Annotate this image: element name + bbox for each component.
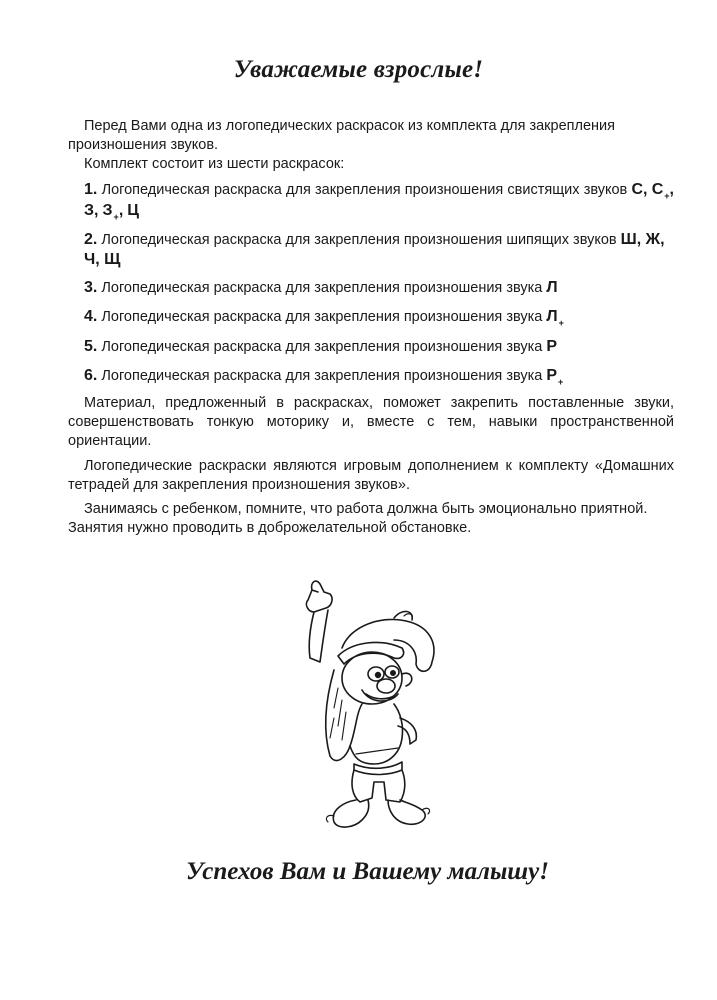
item-number: 6. — [84, 367, 98, 384]
item-text: Логопедическая раскраска для закрепления произношения звука — [101, 368, 543, 384]
item-text: Логопедическая раскраска для закрепления произношения звука — [101, 339, 543, 355]
item-sound: Л — [546, 308, 558, 325]
item-text: Логопедическая раскраска для закрепления произношения свистящих звуков — [101, 182, 628, 198]
item-number: 5. — [84, 338, 98, 355]
soft-marker: + — [664, 191, 670, 201]
item-number: 1. — [84, 181, 98, 198]
page-title: Уважаемые взрослые! — [233, 56, 484, 83]
sound-s-soft: С — [651, 181, 664, 198]
gnome-illustration — [290, 578, 440, 843]
sound-ts: Ц — [127, 202, 139, 219]
list-item — [84, 366, 674, 387]
sound-z-soft: З — [102, 202, 113, 219]
item-text: Логопедическая раскраска для закрепления произношения шипящих звуков — [101, 232, 617, 248]
item-number: 4. — [84, 308, 98, 325]
intro-paragraph: Перед Вами одна из логопедических раскрасок из комплекта для закрепления произношения звуков. — [68, 118, 615, 153]
item-sounds: Ш, Ж, Ч, Щ — [84, 231, 665, 268]
item-text: Логопедическая раскраска для закрепления произношения звука — [101, 309, 543, 325]
list-item — [84, 230, 674, 270]
item-number: 3. — [84, 279, 98, 296]
sound-s: С — [631, 181, 644, 198]
set-description: Комплект состоит из шести раскрасок: — [84, 156, 345, 172]
list-item: 1. Логопедическая раскраска для закрепления произношения свистящих звуков С, $С_+$, З, $З_+$, Ц — [84, 181, 674, 222]
list-item — [84, 307, 674, 328]
sound-z: З — [84, 202, 95, 219]
list-item — [84, 278, 674, 298]
soft-marker: + — [113, 212, 119, 222]
soft-marker: + — [558, 377, 564, 387]
soft-marker: + — [558, 318, 564, 328]
supplement-paragraph: Логопедические раскраски являются игровым дополнением к комплекту «Домашних тетрадей для закрепления произношения звуков». — [68, 458, 674, 493]
list-item — [84, 337, 674, 357]
item-text: Логопедическая раскраска для закрепления произношения звука — [101, 280, 543, 296]
material-paragraph: Материал, предложенный в раскрасках, поможет закрепить поставленные звуки, совершенствовать тонкую моторику и, вместе с тем, навыки пространственной ориентации. — [68, 395, 674, 449]
item-number: 2. — [84, 231, 98, 248]
closing-wish: Успехов Вам и Вашему малышу! — [186, 858, 549, 885]
advice-paragraph: Занимаясь с ребенком, помните, что работа должна быть эмоционально приятной. Занятия нужно проводить в доброжелательной обстановке. — [68, 501, 648, 536]
item-sound: Р — [546, 338, 558, 355]
item-sound: Л — [546, 279, 558, 296]
item-sound: Р — [546, 367, 558, 384]
